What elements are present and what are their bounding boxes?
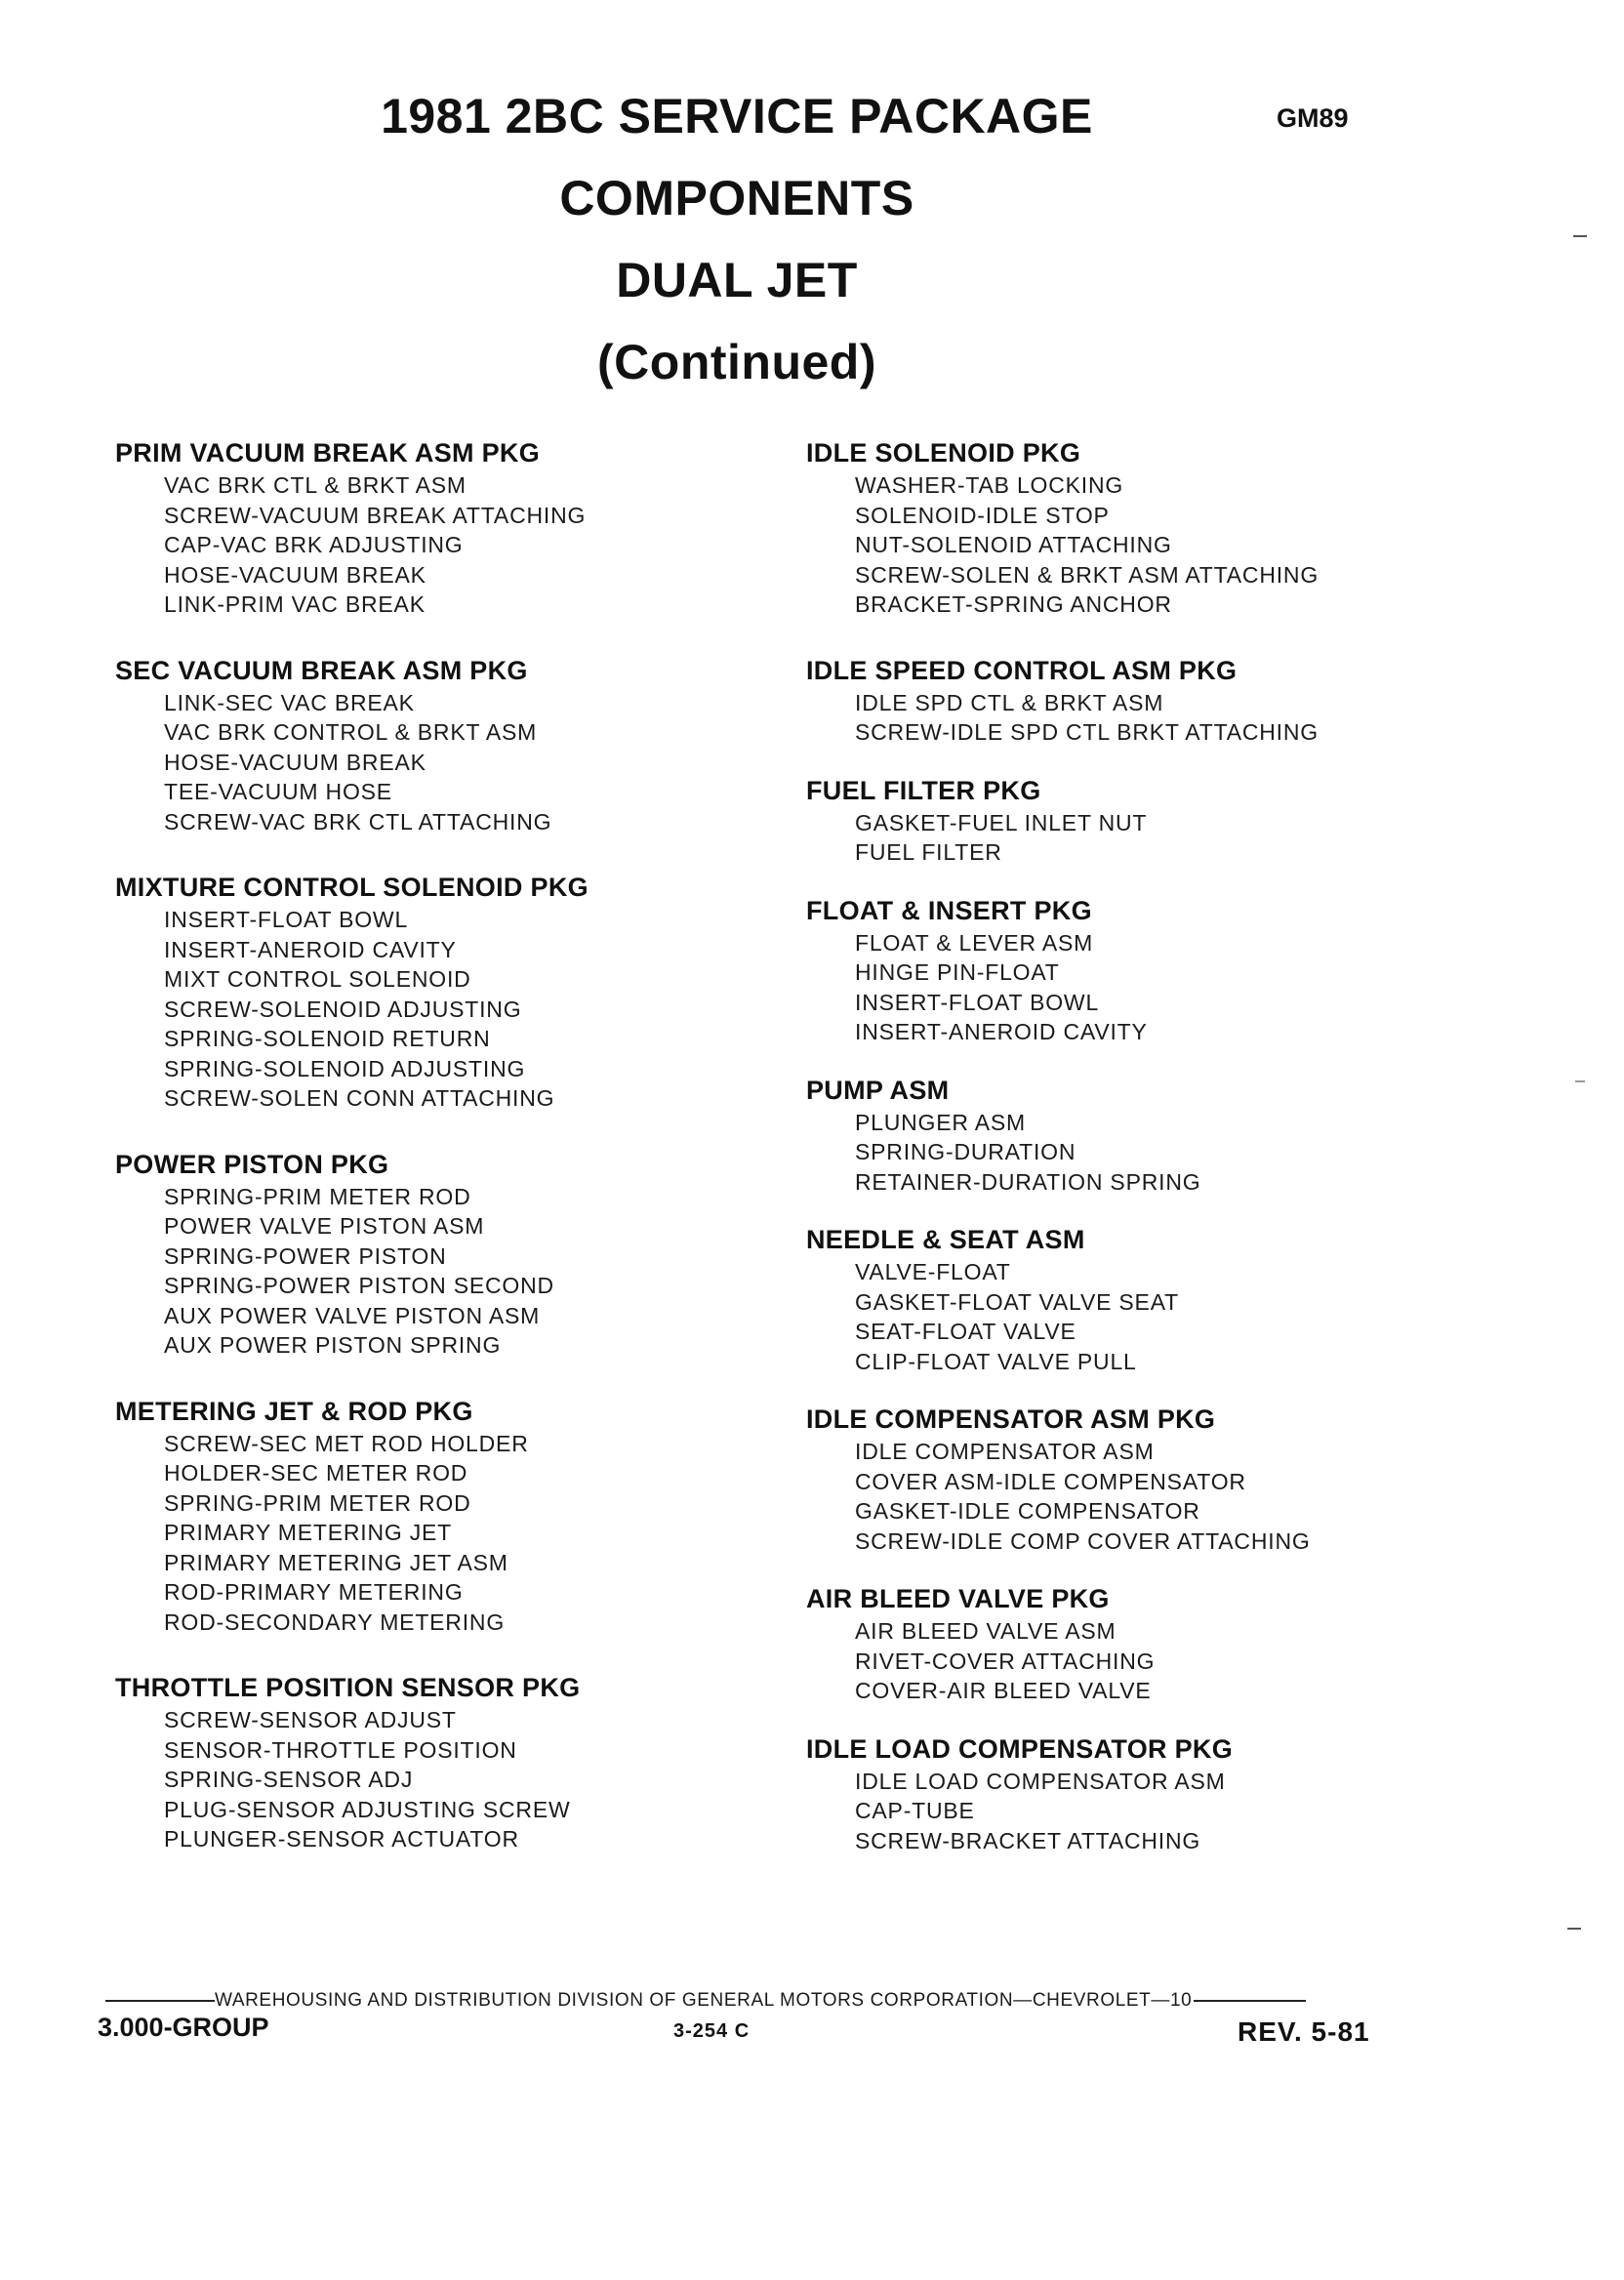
package-section	[806, 437, 1509, 620]
component-item: SCREW-BRACKET ATTACHING	[855, 1827, 1201, 1853]
component-list	[806, 1257, 1509, 1376]
component-item: CAP-TUBE	[855, 1798, 975, 1823]
footer-revision: REV. 5-81	[1238, 2016, 1370, 2047]
component-list	[806, 1616, 1509, 1706]
component-item: AUX POWER PISTON SPRING	[164, 1332, 502, 1358]
component-item: SPRING-SOLENOID ADJUSTING	[164, 1055, 526, 1081]
component-item: FLOAT & LEVER ASM	[855, 929, 1094, 956]
component-item: VAC BRK CONTROL & BRKT ASM	[164, 719, 538, 745]
component-list	[806, 1767, 1509, 1856]
component-list	[806, 1108, 1509, 1198]
package-heading: AIR BLEED VALVE PKG	[806, 1584, 1110, 1613]
package-heading: IDLE LOAD COMPENSATOR PKG	[806, 1733, 1234, 1764]
package-heading: SEC VACUUM BREAK ASM PKG	[115, 655, 528, 685]
component-item: SPRING-SENSOR ADJ	[164, 1767, 414, 1792]
package-heading: PUMP ASM	[806, 1075, 950, 1105]
component-item: WASHER-TAB LOCKING	[855, 472, 1124, 498]
component-item: AUX POWER VALVE PISTON ASM	[164, 1302, 541, 1328]
package-heading: IDLE SOLENOID PKG	[806, 438, 1081, 468]
package-section	[806, 1404, 1509, 1556]
component-item: INSERT-ANEROID CAVITY	[164, 936, 457, 962]
component-item: HOSE-VACUUM BREAK	[164, 749, 426, 775]
component-item: HINGE PIN-FLOAT	[855, 959, 1060, 985]
component-list	[115, 1705, 818, 1854]
component-list	[115, 1429, 818, 1638]
component-item: SCREW-SEC MET ROD HOLDER	[164, 1430, 529, 1456]
package-section	[806, 1224, 1509, 1376]
margin-mark	[1575, 1080, 1585, 1082]
component-item: RIVET-COVER ATTACHING	[855, 1648, 1156, 1674]
component-item: SEAT-FLOAT VALVE	[855, 1319, 1076, 1344]
component-item: PRIMARY METERING JET	[164, 1520, 453, 1545]
component-item: CLIP-FLOAT VALVE PULL	[855, 1348, 1137, 1374]
component-list	[806, 928, 1509, 1047]
component-list	[806, 808, 1509, 868]
component-item: MIXT CONTROL SOLENOID	[164, 966, 471, 992]
component-item: GASKET-IDLE COMPENSATOR	[855, 1498, 1200, 1524]
page-subtitle-components: COMPONENTS	[559, 171, 914, 225]
component-item: INSERT-FLOAT BOWL	[855, 989, 1100, 1015]
component-item: PLUNGER ASM	[855, 1109, 1026, 1135]
component-item: POWER VALVE PISTON ASM	[164, 1213, 485, 1239]
component-item: SCREW-SOLEN CONN ATTACHING	[164, 1085, 555, 1111]
component-item: SCREW-VAC BRK CTL ATTACHING	[164, 808, 552, 835]
package-heading: PRIM VACUUM BREAK ASM PKG	[115, 438, 541, 468]
component-list	[115, 905, 818, 1114]
component-item: SCREW-IDLE SPD CTL BRKT ATTACHING	[855, 719, 1319, 745]
component-item: PLUG-SENSOR ADJUSTING SCREW	[164, 1796, 571, 1822]
package-section	[806, 1733, 1509, 1856]
component-item: CAP-VAC BRK ADJUSTING	[164, 532, 464, 557]
component-item: SCREW-SENSOR ADJUST	[164, 1707, 457, 1732]
component-item: VALVE-FLOAT	[855, 1259, 1011, 1284]
package-heading: NEEDLE & SEAT ASM	[806, 1225, 1085, 1254]
component-item: VAC BRK CTL & BRKT ASM	[164, 472, 467, 498]
page-subtitle-continued: (Continued)	[597, 335, 876, 389]
component-item: HOLDER-SEC METER ROD	[164, 1460, 468, 1486]
component-list	[115, 688, 818, 837]
document-code: GM89	[1277, 103, 1349, 133]
package-section	[806, 655, 1509, 748]
component-item: LINK-PRIM VAC BREAK	[164, 591, 426, 617]
component-item: SPRING-PRIM METER ROD	[164, 1183, 471, 1209]
component-item: RETAINER-DURATION SPRING	[855, 1168, 1201, 1195]
margin-mark	[1567, 1928, 1581, 1930]
component-item: INSERT-FLOAT BOWL	[164, 907, 409, 932]
component-item: SPRING-DURATION	[855, 1139, 1076, 1164]
footer-group: 3.000-GROUP	[98, 2013, 269, 2042]
component-item: SPRING-PRIM METER ROD	[164, 1489, 471, 1516]
package-heading: THROTTLE POSITION SENSOR PKG	[115, 1673, 581, 1702]
component-list	[806, 688, 1509, 748]
component-item: SENSOR-THROTTLE POSITION	[164, 1736, 517, 1763]
component-item: LINK-SEC VAC BREAK	[164, 689, 415, 715]
footer-distribution-line	[105, 1990, 1374, 2012]
page-subtitle-dual-jet: DUAL JET	[616, 253, 858, 307]
component-item: FUEL FILTER	[855, 839, 1002, 865]
component-item: PLUNGER-SENSOR ACTUATOR	[164, 1826, 519, 1852]
package-section	[115, 872, 818, 1114]
component-item: SCREW-VACUUM BREAK ATTACHING	[164, 502, 587, 528]
component-item: BRACKET-SPRING ANCHOR	[855, 591, 1172, 617]
component-item: GASKET-FUEL INLET NUT	[855, 809, 1148, 835]
component-item: SCREW-IDLE COMP COVER ATTACHING	[855, 1527, 1311, 1554]
package-heading: MIXTURE CONTROL SOLENOID PKG	[115, 873, 589, 902]
package-heading: IDLE SPEED CONTROL ASM PKG	[806, 655, 1238, 685]
component-item: SCREW-SOLENOID ADJUSTING	[164, 996, 522, 1022]
package-section	[806, 1075, 1509, 1198]
package-section	[806, 895, 1509, 1047]
component-item: SOLENOID-IDLE STOP	[855, 502, 1110, 528]
component-item: AIR BLEED VALVE ASM	[855, 1618, 1116, 1644]
package-section	[115, 437, 818, 620]
component-item: SCREW-SOLEN & BRKT ASM ATTACHING	[855, 561, 1320, 588]
footer-rule-left	[105, 2000, 215, 2002]
component-item: IDLE COMPENSATOR ASM	[855, 1439, 1155, 1464]
component-item: IDLE LOAD COMPENSATOR ASM	[855, 1768, 1226, 1794]
component-item: GASKET-FLOAT VALVE SEAT	[855, 1288, 1179, 1315]
right-column	[806, 437, 1509, 1855]
package-heading: IDLE COMPENSATOR ASM PKG	[806, 1405, 1216, 1434]
footer-rule-right	[1194, 2000, 1306, 2002]
component-list	[115, 470, 818, 620]
package-heading: METERING JET & ROD PKG	[115, 1396, 473, 1426]
margin-mark	[1573, 235, 1587, 237]
left-column	[115, 437, 818, 1854]
component-item: PRIMARY METERING JET ASM	[164, 1549, 508, 1575]
component-item: NUT-SOLENOID ATTACHING	[855, 532, 1172, 557]
component-item: TEE-VACUUM HOSE	[164, 779, 392, 804]
component-item: SPRING-POWER PISTON SECOND	[164, 1273, 554, 1298]
package-section	[115, 1672, 818, 1854]
package-section	[115, 1149, 818, 1361]
page-title: 1981 2BC SERVICE PACKAGE	[381, 89, 1093, 143]
component-item: SPRING-SOLENOID RETURN	[164, 1026, 491, 1051]
package-heading: POWER PISTON PKG	[115, 1149, 389, 1179]
package-section	[806, 775, 1509, 868]
component-list	[806, 1437, 1509, 1556]
component-list	[115, 1182, 818, 1361]
component-item: COVER ASM-IDLE COMPENSATOR	[855, 1468, 1246, 1494]
footer-page-ref: 3-254 C	[673, 2020, 751, 2042]
package-section	[115, 1396, 818, 1638]
package-section	[806, 1583, 1509, 1706]
component-item: HOSE-VACUUM BREAK	[164, 561, 426, 588]
package-section	[115, 655, 818, 837]
component-item: SPRING-POWER PISTON	[164, 1242, 447, 1269]
component-list	[806, 470, 1509, 620]
footer-distribution-text: WAREHOUSING AND DISTRIBUTION DIVISION OF GENERAL MOTORS CORPORATION—CHEVROLET—10	[215, 1990, 1193, 2011]
component-item: ROD-PRIMARY METERING	[164, 1579, 464, 1605]
component-item: INSERT-ANEROID CAVITY	[855, 1019, 1148, 1044]
component-item: ROD-SECONDARY METERING	[164, 1608, 506, 1635]
package-heading: FUEL FILTER PKG	[806, 775, 1041, 805]
package-heading: FLOAT & INSERT PKG	[806, 895, 1092, 925]
component-item: IDLE SPD CTL & BRKT ASM	[855, 689, 1164, 715]
component-item: COVER-AIR BLEED VALVE	[855, 1678, 1152, 1703]
